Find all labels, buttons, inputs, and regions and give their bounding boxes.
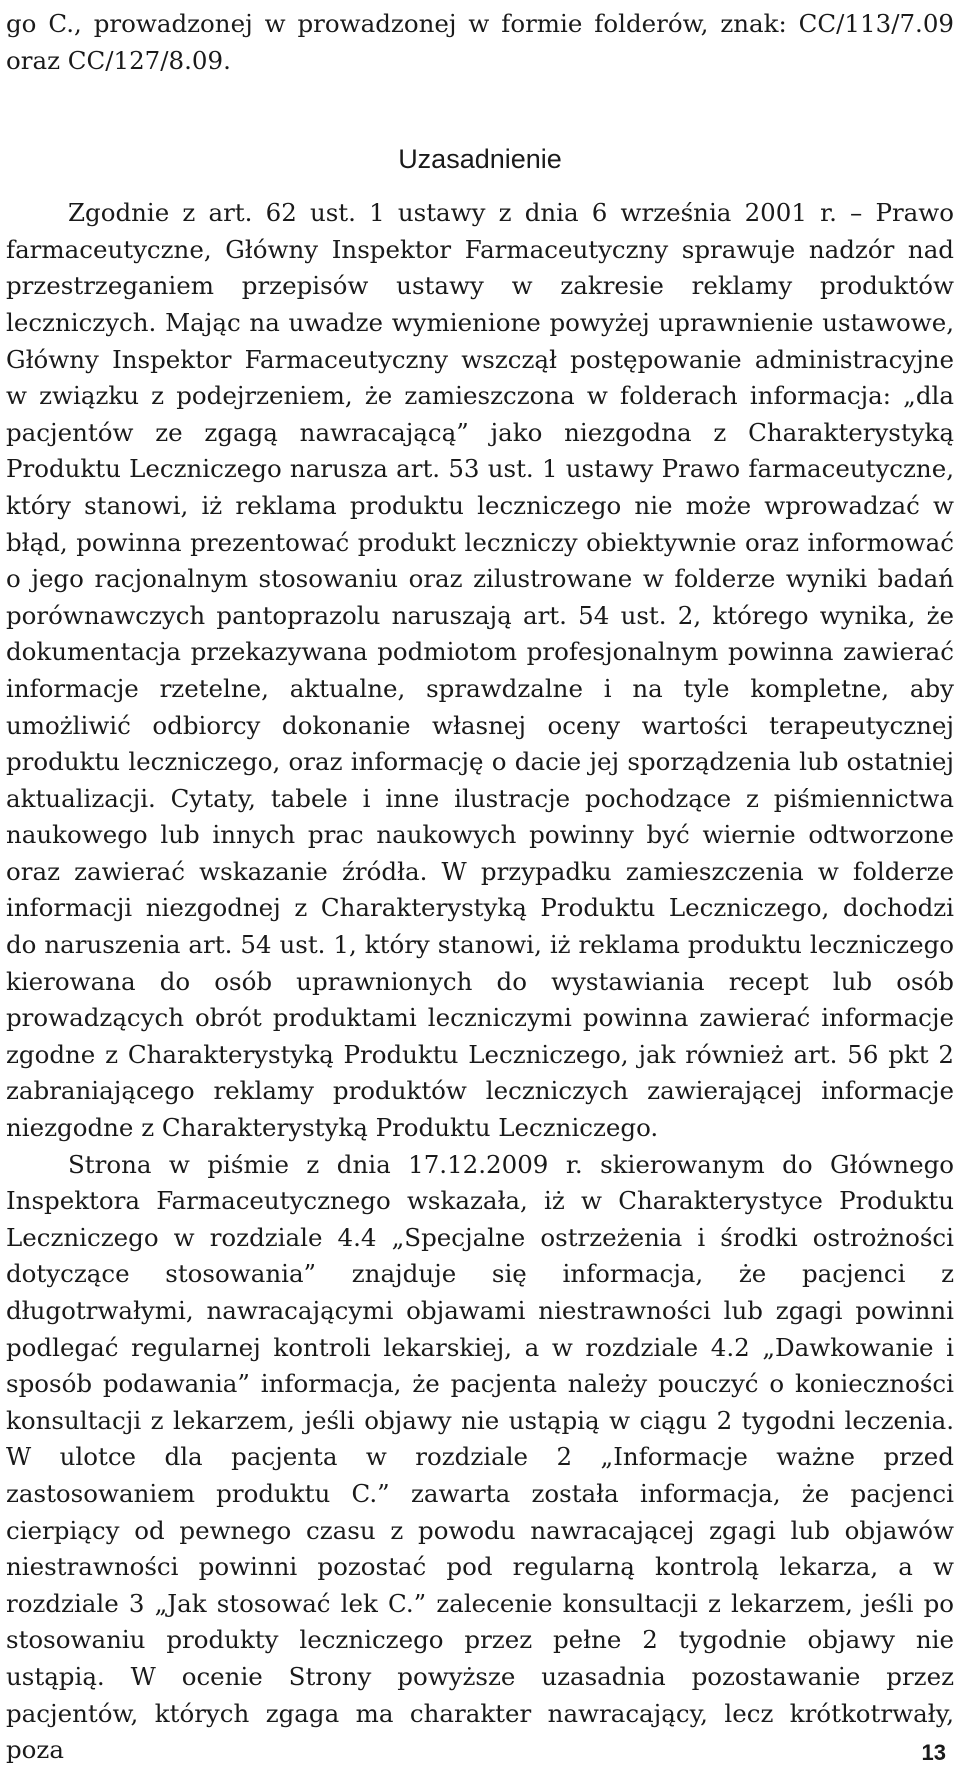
page-number: 13 xyxy=(921,1740,946,1765)
section-heading: Uzasadnienie xyxy=(398,144,562,175)
paragraph-2: Strona w piśmie z dnia 17.12.2009 r. skierowanym do Głównego Inspektora Farmaceutycznego wskazała, iż w Charakterystyce Produktu Leczniczego w rozdziale 4.4 „Specjalne ostrzeżenia i środki ostrożności dotyczące stosowania” znajduje się informacja, że pacjenci z długotrwałymi, nawracającymi objawami niestrawności lub zgagi powinni podlegać regularnej kontroli lekarskiej, a w rozdziale 4.2 „Dawkowanie i sposób podawania” informacja, że pacjenta należy pouczyć o konieczności konsultacji z lekarzem, jeśli objawy nie ustąpią w ciągu 2 tygodni leczenia. W ulotce dla pacjenta w rozdziale 2 „Informacje ważne przed zastosowaniem produktu C.” zawarta została informacja, że pacjenci cierpiący od pewnego czasu z powodu nawracającej zgagi lub objawów niestrawności powinni pozostać pod regularną kontrolą lekarza, a w rozdziale 3 „Jak stosować lek C.” zalecenie konsultacji z lekarzem, jeśli po stosowaniu produkty leczniczego przez pełne 2 tygodnie objawy nie ustąpią. W ocenie Strony powyższe uzasadnia pozostawanie przez pacjentów, których zgaga ma charakter nawracający, lecz krótkotrwały, poza xyxy=(6,1149,954,1765)
intro-paragraph: go C., prowadzonej w prowadzonej w formie folderów, znak: CC/113/7.09 oraz CC/127/8.09. xyxy=(6,9,954,75)
body-text xyxy=(6,6,954,1769)
paragraph-1: Zgodnie z art. 62 ust. 1 ustawy z dnia 6 września 2001 r. – Prawo farmaceutyczne, Główny Inspektor Farmaceutyczny sprawuje nadzór nad przestrzeganiem przepisów ustawy w zakresie reklamy produktów leczniczych. Mając na uwadze wymienione powyżej uprawnienie ustawowe, Główny Inspektor Farmaceutyczny wszczął postępowanie administracyjne w związku z podejrzeniem, że zamieszczona w folderach informacja: „dla pacjentów ze zgagą nawracającą” jako niezgodna z Charakterystyką Produktu Leczniczego narusza art. 53 ust. 1 ustawy Prawo farmaceutyczne, który stanowi, iż reklama produktu leczniczego nie może wprowadzać w błąd, powinna prezentować produkt leczniczy obiektywnie oraz informować o jego racjonalnym stosowaniu oraz zilustrowane w folderze wyniki badań porównawczych pantoprazolu naruszają art. 54 ust. 2, którego wynika, że dokumentacja przekazywana podmiotom profesjonalnym powinna zawierać informacje rzetelne, aktualne, sprawdzalne i na tyle kompletne, aby umożliwić odbiorcy dokonanie własnej oceny wartości terapeutycznej produktu leczniczego, oraz informację o dacie jej sporządzenia lub ostatniej aktualizacji. Cytaty, tabele i inne ilustracje pochodzące z piśmiennictwa naukowego lub innych prac naukowych powinny być wiernie odtworzone oraz zawierać wskazanie źródła. W przypadku zamieszczenia w folderze informacji niezgodnej z Charakterystyką Produktu Leczniczego, dochodzi do naruszenia art. 54 ust. 1, który stanowi, iż reklama produktu leczniczego kierowana do osób uprawnionych do wystawiania recept lub osób prowadzących obrót produktami leczniczymi powinna zawierać informacje zgodne z Charakterystyką Produktu Leczniczego, jak również art. 56 pkt 2 zabraniającego reklamy produktów leczniczych zawierającej informacje niezgodne z Charakterystyką Produktu Leczniczego. xyxy=(6,198,954,1143)
